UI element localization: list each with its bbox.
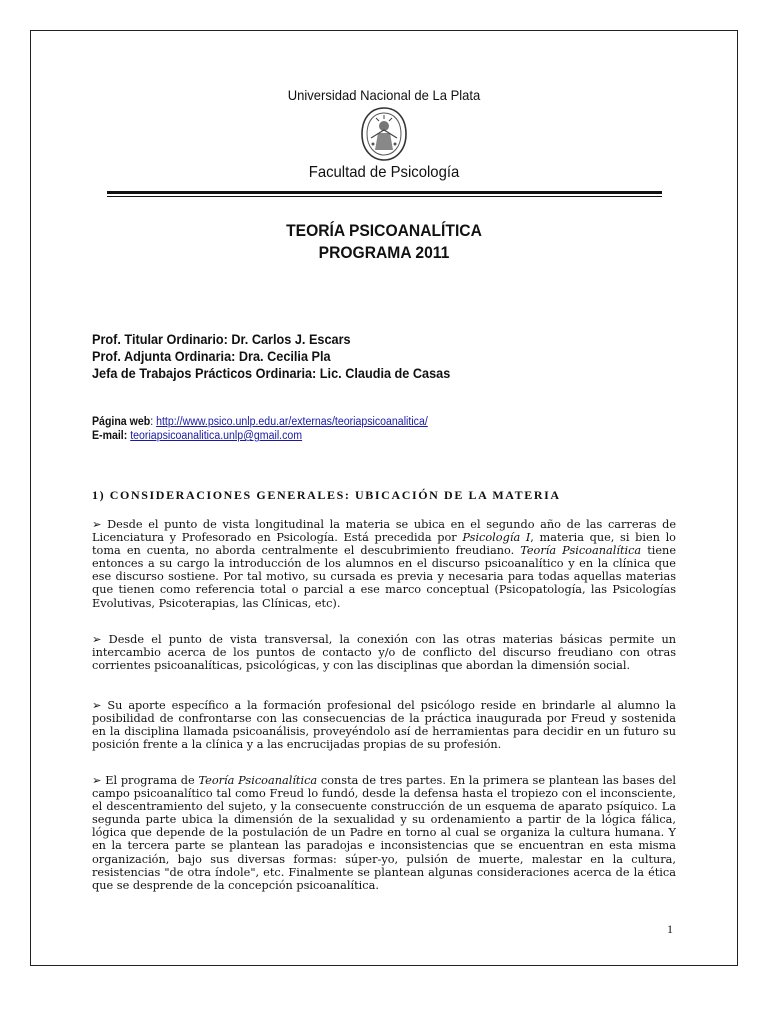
staff-titular: Prof. Titular Ordinario: Dr. Carlos J. Escars	[92, 332, 351, 347]
arrow-bullet-icon: ➢	[92, 774, 102, 787]
header-divider-thin	[107, 196, 662, 197]
university-name: Universidad Nacional de La Plata	[287, 87, 481, 103]
arrow-bullet-icon: ➢	[92, 518, 102, 531]
staff-list	[92, 331, 637, 382]
arrow-bullet-icon: ➢	[92, 699, 102, 712]
header-divider	[107, 191, 662, 194]
email-label: E-mail:	[92, 430, 128, 442]
paragraph-programa: ➢ El programa de Teoría Psicoanalítica consta de tres partes. En la primera se plantean las bases del campo psicoanalítico tal como Freud lo fundó, desde la defensa hasta el tropiezo con el inconsciente, el descentramiento del sujeto, y la consecuente construcción de un esquema de aparato psíquico. La segunda parte ubica la dimensión de la sexualidad y su ordenamiento a partir de la lógica fálica, lógica que depende de la postulación de un Padre en torno al cual se organiza la cultura humana. Y en la tercera parte se plantean las paradojas e inconsistencias que se encuentran en esta misma organización, bajo sus diversas formas: súper-yo, pulsión de muerte, malestar en la cultura, resistencias "de otra índole", etc. Finalmente se plantean algunas consideraciones acerca de la ética que se desprende de la concepción psicoanalítica.	[92, 774, 677, 892]
course-title: TEORÍA PSICOANALÍTICA	[286, 221, 482, 240]
website-link[interactable]: http://www.psico.unlp.edu.ar/externas/teoriapsicoanalitica/	[156, 416, 428, 428]
email-line	[92, 429, 428, 443]
paragraph-transversal: ➢ Desde el punto de vista transversal, la conexión con las otras materias básicas permite un intercambio acerca de los puntos de contacto y/o de conflicto del discurso freudiano con otras corrientes psicoanalíticas, psicológicas, y con las disciplinas que abordan la dimensión social.	[92, 633, 676, 673]
staff-jtp: Jefa de Trabajos Prácticos Ordinaria: Lic. Claudia de Casas	[92, 366, 451, 381]
email-link[interactable]: teoriapsicoanalitica.unlp@gmail.com	[130, 430, 303, 442]
paragraph-longitudinal: ➢ Desde el punto de vista longitudinal la materia se ubica en el segundo año de las carreras de Licenciatura y Profesorado en Psicología. Está precedida por Psicología I, materia que, si bien lo toma en cuenta, no aborda centralmente el descubrimiento freudiano. Teoría Psicoanalítica tiene entonces a su cargo la introducción de los alumnos en el discurso psicoanalítico y en la clínica que ese discurso sostiene. Por tal motivo, su cursada es previa y necesaria para todas aquellas materias que tienen como referencia total o parcial a ese marco conceptual (Psicopatología, las Psicologías Evolutivas, Psicoterapias, las Clínicas, etc).	[92, 518, 677, 610]
faculty-name: Facultad de Psicología	[308, 164, 460, 181]
program-year: PROGRAMA 2011	[318, 243, 450, 262]
paragraph-aporte: ➢ Su aporte específico a la formación profesional del psicólogo reside en brindarle al alumno la posibilidad de confrontarse con las consecuencias de la práctica inaugurada por Freud y sostenida en la disciplina llamada psicoanálisis, proveyéndolo así de herramientas para decidir en un futuro su posición frente a la clínica y a las encrucijadas propias de su profesión.	[92, 699, 677, 752]
contact-block	[92, 415, 428, 443]
website-label: Página web	[92, 416, 151, 428]
website-line: Página web: http://www.psico.unlp.edu.ar/externas/teoriapsicoanalitica/	[92, 416, 428, 428]
university-seal-icon	[359, 106, 409, 162]
staff-adjunta: Prof. Adjunta Ordinaria: Dra. Cecilia Pla	[92, 349, 331, 364]
arrow-bullet-icon: ➢	[92, 633, 102, 646]
page-number: 1	[667, 922, 673, 936]
section-heading: 1) CONSIDERACIONES GENERALES: UBICACIÓN DE LA MATERIA	[92, 488, 561, 502]
